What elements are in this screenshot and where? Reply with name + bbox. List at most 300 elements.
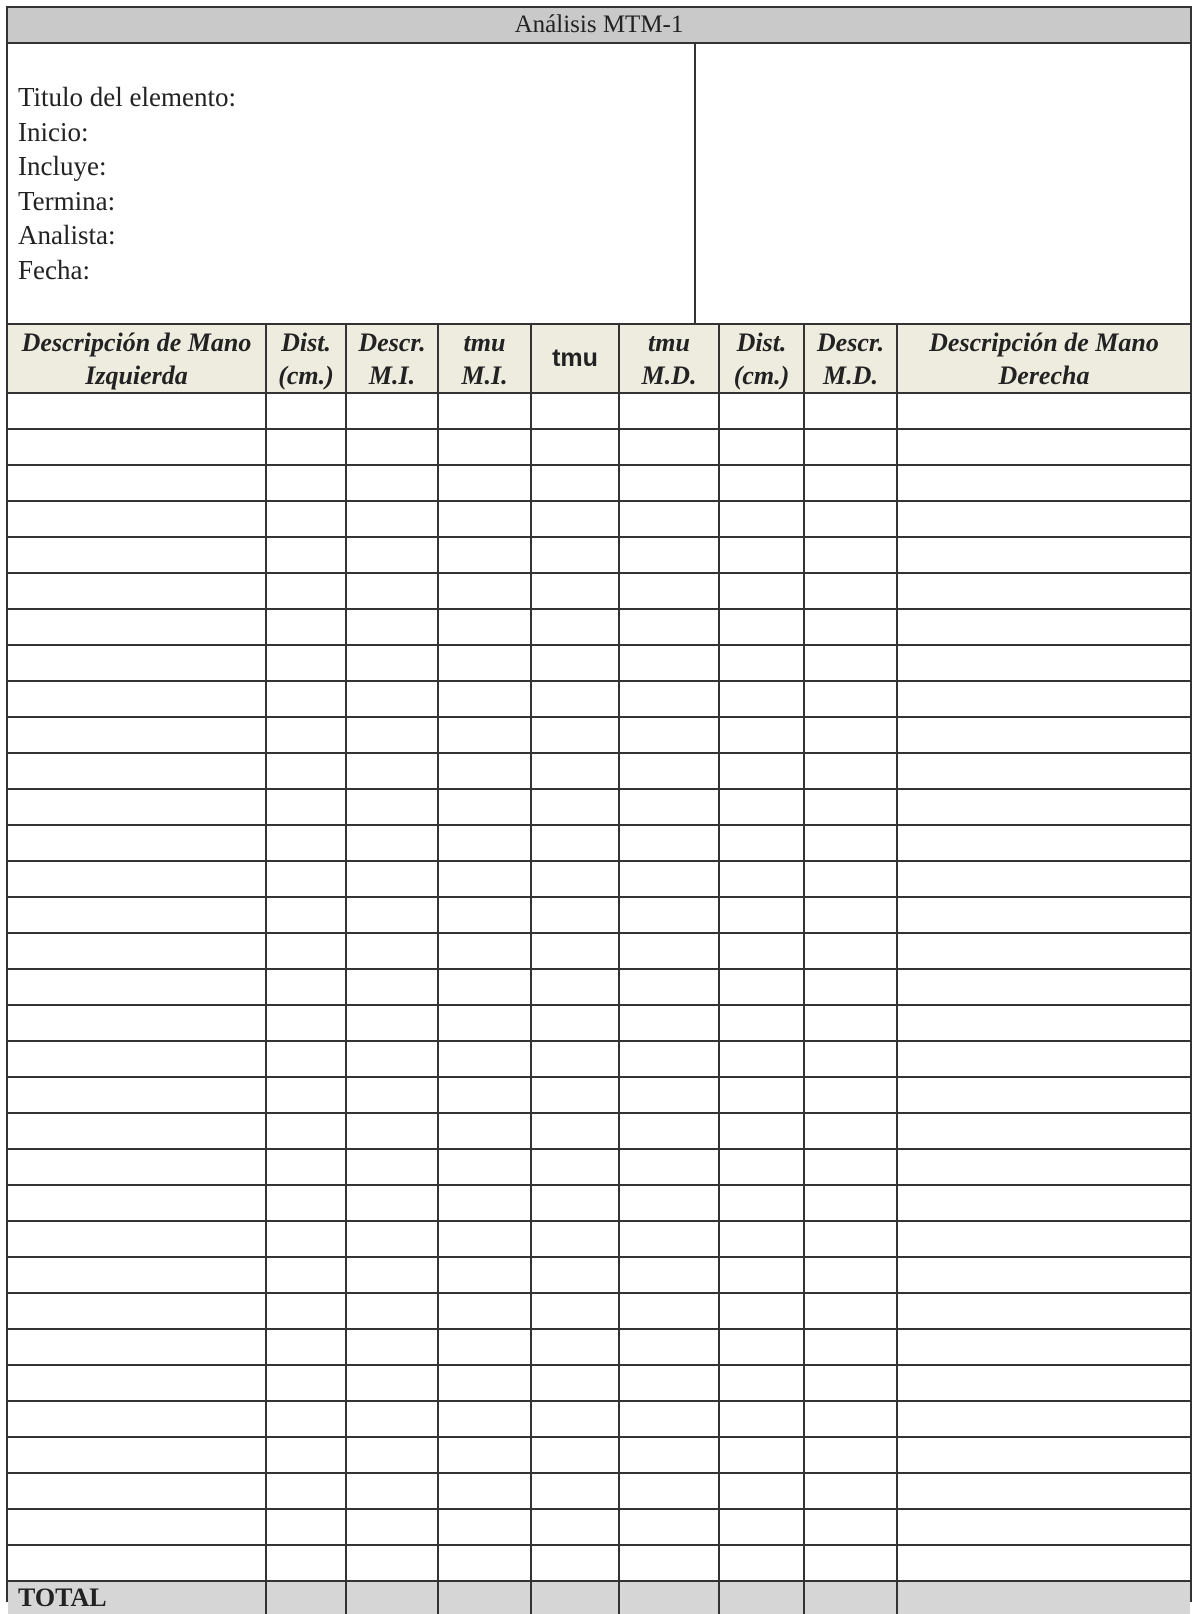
table-cell[interactable]	[266, 501, 346, 537]
table-cell[interactable]	[897, 969, 1190, 1005]
table-cell[interactable]	[266, 717, 346, 753]
table-cell[interactable]	[346, 501, 438, 537]
table-cell[interactable]	[8, 1473, 266, 1509]
table-cell[interactable]	[531, 1185, 619, 1221]
table-cell[interactable]	[804, 933, 897, 969]
table-cell[interactable]	[804, 1473, 897, 1509]
table-cell[interactable]	[438, 537, 531, 573]
table-cell[interactable]	[8, 897, 266, 933]
table-cell[interactable]	[266, 897, 346, 933]
table-cell[interactable]	[719, 1221, 804, 1257]
table-cell[interactable]	[438, 1041, 531, 1077]
table-cell[interactable]	[531, 933, 619, 969]
table-cell[interactable]	[531, 1473, 619, 1509]
table-cell[interactable]	[719, 1509, 804, 1545]
table-cell[interactable]	[346, 1329, 438, 1365]
table-cell[interactable]	[804, 861, 897, 897]
table-cell[interactable]	[346, 645, 438, 681]
table-cell[interactable]	[804, 753, 897, 789]
table-cell[interactable]	[8, 1149, 266, 1185]
table-row	[8, 1077, 1190, 1113]
table-cell[interactable]	[266, 1077, 346, 1113]
table-cell[interactable]	[719, 681, 804, 717]
table-cell[interactable]	[8, 789, 266, 825]
table-cell[interactable]	[438, 717, 531, 753]
table-cell[interactable]	[8, 393, 266, 429]
table-cell[interactable]	[346, 537, 438, 573]
table-cell[interactable]	[719, 429, 804, 465]
table-cell[interactable]	[897, 753, 1190, 789]
table-cell[interactable]	[804, 1437, 897, 1473]
table-cell[interactable]	[719, 1329, 804, 1365]
table-cell[interactable]	[438, 609, 531, 645]
table-cell[interactable]	[531, 465, 619, 501]
table-cell[interactable]	[266, 537, 346, 573]
table-cell[interactable]	[438, 1257, 531, 1293]
table-cell[interactable]	[266, 1005, 346, 1041]
table-cell[interactable]	[897, 1221, 1190, 1257]
table-cell[interactable]	[619, 1473, 719, 1509]
table-cell[interactable]	[8, 1077, 266, 1113]
table-cell[interactable]	[346, 1437, 438, 1473]
table-cell[interactable]	[804, 681, 897, 717]
table-cell[interactable]	[531, 1365, 619, 1401]
table-cell[interactable]	[619, 573, 719, 609]
table-cell[interactable]	[719, 753, 804, 789]
table-cell[interactable]	[619, 1041, 719, 1077]
table-cell[interactable]	[266, 825, 346, 861]
table-cell[interactable]	[719, 1185, 804, 1221]
table-cell[interactable]	[266, 1221, 346, 1257]
table-cell[interactable]	[531, 537, 619, 573]
table-cell[interactable]	[719, 1545, 804, 1581]
table-cell[interactable]	[619, 1545, 719, 1581]
table-cell[interactable]	[619, 1221, 719, 1257]
table-cell[interactable]	[266, 1509, 346, 1545]
table-cell[interactable]	[619, 537, 719, 573]
table-cell[interactable]	[8, 1401, 266, 1437]
table-cell[interactable]	[897, 645, 1190, 681]
table-cell[interactable]	[531, 501, 619, 537]
table-cell[interactable]	[266, 1473, 346, 1509]
table-cell[interactable]	[266, 1293, 346, 1329]
table-cell[interactable]	[438, 1113, 531, 1149]
table-cell[interactable]	[531, 753, 619, 789]
table-cell[interactable]	[8, 753, 266, 789]
table-cell[interactable]	[346, 897, 438, 933]
table-cell[interactable]	[719, 1437, 804, 1473]
table-cell[interactable]	[897, 789, 1190, 825]
table-cell[interactable]	[804, 1113, 897, 1149]
table-cell[interactable]	[266, 1329, 346, 1365]
table-cell[interactable]	[619, 861, 719, 897]
table-cell[interactable]	[438, 1293, 531, 1329]
table-cell[interactable]	[531, 1005, 619, 1041]
table-cell[interactable]	[897, 537, 1190, 573]
table-cell[interactable]	[619, 429, 719, 465]
table-cell[interactable]	[346, 1293, 438, 1329]
table-cell[interactable]	[346, 609, 438, 645]
table-cell[interactable]	[619, 393, 719, 429]
table-cell[interactable]	[8, 1041, 266, 1077]
table-cell[interactable]	[619, 1113, 719, 1149]
table-cell[interactable]	[438, 933, 531, 969]
table-cell[interactable]	[346, 933, 438, 969]
table-cell[interactable]	[719, 501, 804, 537]
table-cell[interactable]	[8, 1437, 266, 1473]
table-cell[interactable]	[8, 681, 266, 717]
table-cell[interactable]	[804, 1041, 897, 1077]
table-cell[interactable]	[8, 1365, 266, 1401]
table-cell[interactable]	[346, 861, 438, 897]
table-cell[interactable]	[266, 861, 346, 897]
table-cell[interactable]	[804, 537, 897, 573]
table-cell[interactable]	[804, 825, 897, 861]
table-cell[interactable]	[897, 1401, 1190, 1437]
table-cell[interactable]	[619, 1329, 719, 1365]
table-cell[interactable]	[8, 1329, 266, 1365]
table-cell[interactable]	[804, 897, 897, 933]
table-cell[interactable]	[531, 897, 619, 933]
table-cell[interactable]	[8, 573, 266, 609]
table-cell[interactable]	[531, 825, 619, 861]
table-cell[interactable]	[897, 1005, 1190, 1041]
table-cell[interactable]	[719, 573, 804, 609]
table-cell[interactable]	[346, 573, 438, 609]
table-cell[interactable]	[897, 681, 1190, 717]
table-cell[interactable]	[346, 1365, 438, 1401]
table-cell[interactable]	[897, 1293, 1190, 1329]
table-cell[interactable]	[438, 789, 531, 825]
table-cell[interactable]	[8, 1221, 266, 1257]
table-cell[interactable]	[719, 1257, 804, 1293]
table-cell[interactable]	[897, 1437, 1190, 1473]
table-cell[interactable]	[438, 465, 531, 501]
total-cell	[619, 1581, 719, 1614]
table-cell[interactable]	[346, 753, 438, 789]
table-cell[interactable]	[897, 1113, 1190, 1149]
table-cell[interactable]	[719, 1077, 804, 1113]
table-cell[interactable]	[438, 1185, 531, 1221]
table-cell[interactable]	[346, 681, 438, 717]
table-cell[interactable]	[619, 933, 719, 969]
table-cell[interactable]	[804, 1221, 897, 1257]
table-cell[interactable]	[8, 717, 266, 753]
table-cell[interactable]	[346, 1221, 438, 1257]
table-cell[interactable]	[266, 1437, 346, 1473]
table-cell[interactable]	[8, 969, 266, 1005]
table-cell[interactable]	[897, 1041, 1190, 1077]
table-cell[interactable]	[719, 861, 804, 897]
table-cell[interactable]	[8, 1509, 266, 1545]
table-cell[interactable]	[438, 825, 531, 861]
table-cell[interactable]	[804, 717, 897, 753]
table-cell[interactable]	[804, 1509, 897, 1545]
table-cell[interactable]	[719, 1113, 804, 1149]
table-cell[interactable]	[8, 825, 266, 861]
table-cell[interactable]	[531, 789, 619, 825]
table-cell[interactable]	[897, 465, 1190, 501]
table-cell[interactable]	[266, 573, 346, 609]
table-cell[interactable]	[719, 609, 804, 645]
table-cell[interactable]	[346, 1041, 438, 1077]
table-cell[interactable]	[346, 465, 438, 501]
table-cell[interactable]	[897, 573, 1190, 609]
table-cell[interactable]	[897, 861, 1190, 897]
table-cell[interactable]	[266, 1041, 346, 1077]
table-cell[interactable]	[719, 1473, 804, 1509]
table-cell[interactable]	[531, 609, 619, 645]
table-cell[interactable]	[346, 1149, 438, 1185]
table-cell[interactable]	[266, 753, 346, 789]
table-cell[interactable]	[346, 825, 438, 861]
table-cell[interactable]	[897, 1077, 1190, 1113]
table-cell[interactable]	[619, 501, 719, 537]
table-cell[interactable]	[531, 1149, 619, 1185]
table-cell[interactable]	[266, 969, 346, 1005]
table-cell[interactable]	[804, 609, 897, 645]
table-cell[interactable]	[438, 573, 531, 609]
table-cell[interactable]	[619, 645, 719, 681]
table-cell[interactable]	[619, 681, 719, 717]
table-cell[interactable]	[804, 465, 897, 501]
table-cell[interactable]	[266, 645, 346, 681]
table-cell[interactable]	[619, 465, 719, 501]
table-cell[interactable]	[719, 537, 804, 573]
table-cell[interactable]	[266, 1149, 346, 1185]
table-cell[interactable]	[266, 393, 346, 429]
table-cell[interactable]	[897, 825, 1190, 861]
table-cell[interactable]	[531, 1545, 619, 1581]
table-cell[interactable]	[719, 825, 804, 861]
table-cell[interactable]	[266, 465, 346, 501]
table-cell[interactable]	[897, 501, 1190, 537]
table-cell[interactable]	[8, 1185, 266, 1221]
table-cell[interactable]	[804, 1401, 897, 1437]
table-cell[interactable]	[804, 1185, 897, 1221]
table-cell[interactable]	[438, 1401, 531, 1437]
table-cell[interactable]	[438, 1221, 531, 1257]
table-cell[interactable]	[531, 969, 619, 1005]
table-cell[interactable]	[346, 717, 438, 753]
table-cell[interactable]	[346, 1113, 438, 1149]
table-cell[interactable]	[804, 1149, 897, 1185]
table-cell[interactable]	[8, 1545, 266, 1581]
table-cell[interactable]	[438, 393, 531, 429]
table-cell[interactable]	[619, 825, 719, 861]
table-cell[interactable]	[531, 1221, 619, 1257]
table-cell[interactable]	[804, 1545, 897, 1581]
table-cell[interactable]	[438, 897, 531, 933]
table-cell[interactable]	[719, 1293, 804, 1329]
table-cell[interactable]	[719, 1401, 804, 1437]
table-cell[interactable]	[266, 1185, 346, 1221]
table-cell[interactable]	[719, 465, 804, 501]
table-cell[interactable]	[8, 501, 266, 537]
table-cell[interactable]	[804, 645, 897, 681]
table-cell[interactable]	[897, 429, 1190, 465]
table-cell[interactable]	[346, 1545, 438, 1581]
table-cell[interactable]	[531, 681, 619, 717]
table-cell[interactable]	[438, 1509, 531, 1545]
table-cell[interactable]	[719, 933, 804, 969]
table-cell[interactable]	[8, 429, 266, 465]
table-cell[interactable]	[719, 393, 804, 429]
table-cell[interactable]	[438, 1545, 531, 1581]
table-cell[interactable]	[719, 897, 804, 933]
table-cell[interactable]	[438, 969, 531, 1005]
table-cell[interactable]	[266, 429, 346, 465]
table-cell[interactable]	[531, 1437, 619, 1473]
table-cell[interactable]	[346, 1257, 438, 1293]
table-cell[interactable]	[8, 609, 266, 645]
field-inicio-label: Inicio:	[18, 116, 89, 147]
table-cell[interactable]	[619, 1401, 719, 1437]
table-cell[interactable]	[897, 1545, 1190, 1581]
table-cell[interactable]	[897, 1149, 1190, 1185]
table-cell[interactable]	[804, 501, 897, 537]
table-cell[interactable]	[8, 1257, 266, 1293]
table-cell[interactable]	[804, 969, 897, 1005]
table-cell[interactable]	[8, 1005, 266, 1041]
table-cell[interactable]	[531, 717, 619, 753]
table-cell[interactable]	[438, 681, 531, 717]
table-cell[interactable]	[531, 1041, 619, 1077]
table-cell[interactable]	[531, 1293, 619, 1329]
table-cell[interactable]	[346, 1185, 438, 1221]
table-cell[interactable]	[346, 1509, 438, 1545]
table-cell[interactable]	[719, 789, 804, 825]
table-cell[interactable]	[438, 861, 531, 897]
table-cell[interactable]	[438, 645, 531, 681]
table-cell[interactable]	[897, 609, 1190, 645]
table-cell[interactable]	[804, 429, 897, 465]
table-cell[interactable]	[804, 1005, 897, 1041]
table-cell[interactable]	[346, 1005, 438, 1041]
table-cell[interactable]	[438, 1149, 531, 1185]
table-cell[interactable]	[719, 1005, 804, 1041]
table-cell[interactable]	[266, 933, 346, 969]
table-cell[interactable]	[619, 897, 719, 933]
table-cell[interactable]	[346, 393, 438, 429]
table-cell[interactable]	[897, 1365, 1190, 1401]
table-cell[interactable]	[438, 501, 531, 537]
table-cell[interactable]	[804, 393, 897, 429]
table-cell[interactable]	[619, 1185, 719, 1221]
table-cell[interactable]	[8, 645, 266, 681]
table-cell[interactable]	[719, 717, 804, 753]
table-cell[interactable]	[266, 789, 346, 825]
table-cell[interactable]	[531, 393, 619, 429]
table-cell[interactable]	[8, 861, 266, 897]
table-cell[interactable]	[346, 1401, 438, 1437]
table-cell[interactable]	[438, 1437, 531, 1473]
table-cell[interactable]	[897, 1185, 1190, 1221]
table-cell[interactable]	[438, 1329, 531, 1365]
table-cell[interactable]	[531, 1329, 619, 1365]
table-cell[interactable]	[8, 537, 266, 573]
table-cell[interactable]	[531, 645, 619, 681]
table-cell[interactable]	[8, 1113, 266, 1149]
table-cell[interactable]	[897, 1473, 1190, 1509]
table-cell[interactable]	[266, 1545, 346, 1581]
table-cell[interactable]	[619, 1437, 719, 1473]
table-cell[interactable]	[438, 1365, 531, 1401]
table-cell[interactable]	[8, 933, 266, 969]
table-cell[interactable]	[897, 897, 1190, 933]
table-cell[interactable]	[804, 573, 897, 609]
table-cell[interactable]	[266, 1257, 346, 1293]
table-cell[interactable]	[719, 1149, 804, 1185]
table-cell[interactable]	[804, 1293, 897, 1329]
table-cell[interactable]	[346, 1473, 438, 1509]
table-cell[interactable]	[266, 1401, 346, 1437]
table-cell[interactable]	[266, 1365, 346, 1401]
table-cell[interactable]	[719, 1365, 804, 1401]
table-cell[interactable]	[8, 1293, 266, 1329]
table-cell[interactable]	[897, 1509, 1190, 1545]
table-cell[interactable]	[8, 465, 266, 501]
table-cell[interactable]	[438, 753, 531, 789]
table-cell[interactable]	[531, 861, 619, 897]
table-cell[interactable]	[531, 1509, 619, 1545]
table-cell[interactable]	[804, 1329, 897, 1365]
table-cell[interactable]	[346, 969, 438, 1005]
table-cell[interactable]	[619, 1509, 719, 1545]
table-cell[interactable]	[619, 717, 719, 753]
table-cell[interactable]	[266, 609, 346, 645]
table-cell[interactable]	[438, 1473, 531, 1509]
table-cell[interactable]	[897, 1257, 1190, 1293]
table-cell[interactable]	[619, 1365, 719, 1401]
table-cell[interactable]	[266, 1113, 346, 1149]
table-cell[interactable]	[804, 1365, 897, 1401]
table-cell[interactable]	[804, 789, 897, 825]
table-cell[interactable]	[346, 429, 438, 465]
table-cell[interactable]	[719, 1041, 804, 1077]
table-cell[interactable]	[804, 1257, 897, 1293]
table-cell[interactable]	[531, 1401, 619, 1437]
table-cell[interactable]	[619, 1005, 719, 1041]
table-cell[interactable]	[346, 789, 438, 825]
table-cell[interactable]	[804, 1077, 897, 1113]
table-cell[interactable]	[897, 933, 1190, 969]
table-cell[interactable]	[531, 1257, 619, 1293]
table-cell[interactable]	[897, 717, 1190, 753]
table-cell[interactable]	[531, 1113, 619, 1149]
table-cell[interactable]	[619, 1257, 719, 1293]
table-cell[interactable]	[619, 753, 719, 789]
table-cell[interactable]	[346, 1077, 438, 1113]
table-cell[interactable]	[531, 1077, 619, 1113]
table-cell[interactable]	[438, 1005, 531, 1041]
table-cell[interactable]	[438, 1077, 531, 1113]
table-cell[interactable]	[897, 393, 1190, 429]
table-cell[interactable]	[897, 1329, 1190, 1365]
table-cell[interactable]	[619, 969, 719, 1005]
table-cell[interactable]	[266, 681, 346, 717]
table-cell[interactable]	[438, 429, 531, 465]
table-cell[interactable]	[531, 429, 619, 465]
table-cell[interactable]	[619, 789, 719, 825]
table-cell[interactable]	[719, 645, 804, 681]
table-cell[interactable]	[619, 1149, 719, 1185]
table-cell[interactable]	[619, 609, 719, 645]
table-cell[interactable]	[619, 1293, 719, 1329]
table-cell[interactable]	[719, 969, 804, 1005]
table-cell[interactable]	[531, 573, 619, 609]
table-cell[interactable]	[619, 1077, 719, 1113]
